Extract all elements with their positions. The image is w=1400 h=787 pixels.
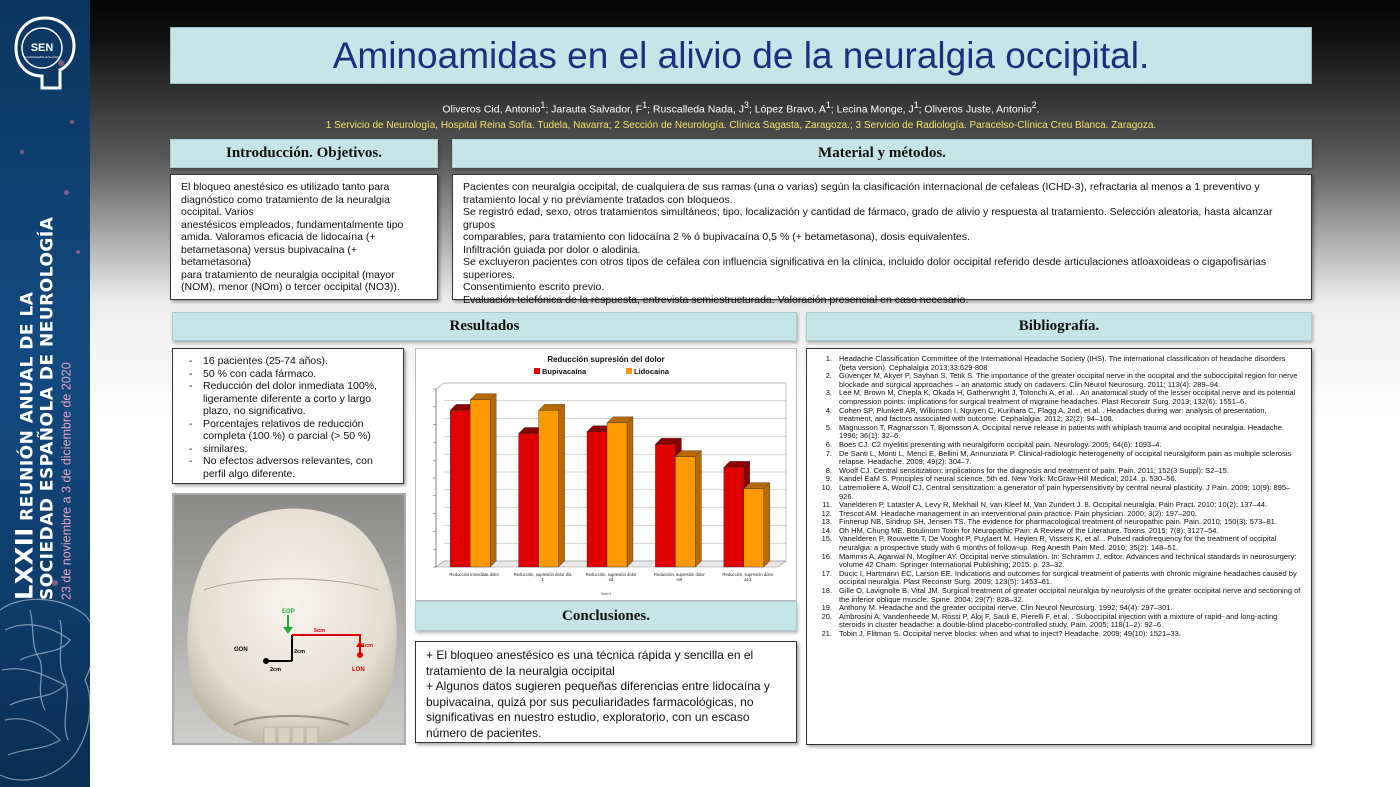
text-line: anestésicos empleados, fundamentalmente tipo: [181, 218, 404, 231]
text-line: comparables, para tratamiento con lidocaína 2 % ó bupivacaína 0,5 % (+ betametasona), dosis equivalentes.: [463, 231, 970, 243]
skull-photo: [172, 493, 406, 745]
intro-heading: Introducción. Objetivos.: [170, 139, 438, 168]
text-line: Se registró edad, sexo, otros tratamientos simultáneos; tipo, localización y cantidad de fármaco, grado de alivio y respuesta al tratamiento. Selección aleatoria, hasta alcanzar grupos: [463, 206, 1273, 231]
label-5cm: 5cm: [314, 628, 326, 634]
x-axis-label: Serie1: [600, 592, 612, 596]
bar-lidocaína: [744, 489, 764, 567]
text-line: para tratamiento de neuralgia occipital (mayor: [181, 268, 395, 281]
bar-bupivacaína: [655, 444, 675, 567]
methods-heading: Material y métodos.: [452, 139, 1312, 168]
category-label: a12: [744, 577, 752, 582]
congress-line-2: SOCIEDAD ESPAÑOLA DE NEUROLOGÍA: [37, 216, 58, 600]
text-line: superiores.: [463, 268, 515, 281]
text-line: Se excluyeron pacientes con otros tipos de cefalea con influencia significativa en la clínica, incluido dolor occipital referido desde articulaciones atloaxoideas o cigapofisarias: [463, 256, 1267, 268]
reference-item: 6. Boes CJ. C2 myelitis presenting with neuralgiform occipital pain. Neurology. 2005; 64(6): 1093–4.: [825, 439, 1162, 449]
brain-outline-icon: [0, 590, 90, 787]
intro-text: [170, 174, 438, 300]
chart-svg: [416, 349, 798, 602]
result-item: - Reducción del dolor inmediata 100%, ligeramente diferente a corto y largo plazo, no significativo.: [181, 380, 395, 418]
reference-item: 17. Ducic I, Hartmann EC, Larson EE. Indications and outcomes for surgical treatment of patients with chronic migraine headaches caused by occipital neuralgia. Plast Reconstr Surg. 2009; 123(5): 1453–61.: [821, 568, 1297, 587]
text-line: occipital. Varios: [181, 206, 254, 218]
chart-title: Reducción supresión del dolor: [547, 355, 665, 364]
legend-swatch: [534, 368, 540, 374]
result-item: - 16 pacientes (25-74 años).: [181, 355, 395, 368]
bibliography-heading: Bibliografía.: [806, 312, 1312, 341]
bar-bupivacaína: [724, 467, 744, 567]
logo-subtext: Sociedad Española de Neurología: [23, 56, 61, 59]
label-eop: EOP: [282, 609, 295, 615]
logo-text: SEN: [30, 42, 54, 54]
reference-item: 5. Magnusson T, Ragnarsson T, Bjornsson A. Occipital nerve release in patients with whiplash trauma and occipital neuralgia. Headache. 1996; 36(1): 32–6.: [825, 422, 1284, 441]
reference-item: 1. Headache Classification Committee of the International Headache Society (IHS). The international classification of headache disorders (beta version). Cephalalgia 2013;33:629-808: [825, 354, 1286, 372]
result-item: - 50 % con cada fármaco.: [181, 368, 395, 381]
label-2cm-vertical: 2cm: [294, 649, 306, 655]
legend-label: Lidocaína: [634, 367, 670, 376]
label-lon: LON: [352, 667, 365, 673]
reference-item: 7. De Santi L, Monti L, Menci E, Bellini M, Annunziata P. Clinical-radiologic heterogeneity of occipital neuralgiform pain as multiple sclerosis relapse. Headache. 2009; 49(2): 304–7.: [825, 448, 1292, 467]
category-label: sd: [608, 577, 614, 582]
methods-text: [452, 174, 1312, 306]
bar-bupivacaína: [519, 434, 539, 568]
text-line: tratamiento local y no previamente tratados con bloqueos.: [463, 193, 733, 206]
results-heading: Resultados: [172, 312, 797, 341]
category-label: Reducción, supresión dolor: [722, 572, 774, 577]
congress-number: LXXII: [10, 527, 39, 600]
result-item: - Porcentajes relativos de reducción completa (100 %) o parcial (> 50 %): [181, 418, 395, 443]
category-label: 1: [541, 577, 544, 582]
text-line: Infiltración guiada por dolor o alodinia.: [463, 243, 641, 256]
reference-item: 18. Gille O, Lavignolle B, Vital JM. Surgical treatment of greater occipital neuralgia by neurolysis of the greater occipital nerve and sectioning of the inferior oblique muscle. Spine. 2004; 29(7): 828–32.: [821, 586, 1301, 604]
conclusions-heading: Conclusiones.: [415, 601, 797, 631]
bar-bupivacaína: [587, 432, 607, 567]
reference-item: 19. Anthony M. Headache and the greater occipital nerve. Clin Neurol Neurosurg. 1992; 94(4): 297–301.: [821, 603, 1173, 613]
bar-lidocaína: [470, 400, 490, 567]
reference-item: 9. Kandel EaM S. Principles of neural science. 5th ed. New York: McGraw-Hill Medical; 2014. p. 530–56.: [825, 474, 1177, 484]
label-gon: GON: [234, 647, 248, 653]
legend-swatch: [626, 368, 632, 374]
reference-item: 2. Güvençer M, Akyer P, Sayhan S, Tetik S. The importance of the greater occipital nerve in the occipital and the suboccipital region for nerve blockade and surgical approaches – an anatomic study on cadavers. Clin Neurol Neurosurg. 2011; 113(4): 289–94.: [825, 371, 1298, 389]
category-label: Reducción, supresión dolor: [654, 572, 705, 577]
reference-item: 20. Ambrosini A, Vandenheede M, Rossi P, Aloj F, Sauli E, Pierelli F, et al. . Suboccipital injection with a mixture of rapid- and long-acting steroids in cluster headache: a double-blind placebo-controlled study. Pain. 2005; 118(1–2): 92–6.: [821, 611, 1278, 630]
congress-dates: 23 de noviembre a 3 de diciembre de 2020: [59, 362, 74, 600]
bar-side: [490, 394, 496, 567]
text-line: + El bloqueo anestésico es una técnica rápida y sencilla en el tratamiento de la neuralgia occipital: [426, 648, 754, 678]
text-line: Evaluación telefónica de la respuesta, entrevista semiestructurada. Valoración presencial en caso necesario.: [463, 293, 969, 306]
bar-side: [695, 451, 701, 567]
bar-lidocaína: [675, 457, 695, 567]
text-line: Pacientes con neuralgia occipital, de cualquiera de sus ramas (una o varias) según la clasificación internacional de cefaleas (ICHD-3), refractaria al menos a 1 preventivo y: [463, 181, 1260, 193]
author-list: Oliveros Cid, Antonio$^1$; Jarauta Salvador, $F^1$; Ruscalleda Nada, $J^3$; López Bravo, $A^1$; Lecina Monge, $J^1$; Oliveros Juste, Antonio$^2$.: [442, 100, 1040, 116]
label-1cm: 1cm: [362, 643, 374, 649]
category-label: m6: [676, 577, 683, 582]
text-line: Consentimiento escrito previo.: [463, 281, 605, 293]
congress-sidebar: [0, 0, 90, 787]
text-line: diagnóstico como tratamiento de la neuralgia: [181, 193, 390, 206]
reference-item: 4. Cohen SP, Plunkett AR, Wilkinson I, Nguyen C, Kurihara C, Flagg A, 2nd, et al. . Headaches during war: analysis of presentation, treatment, and factors associated with outcome. Cephalalgia. 2012; 32(2): 94–108.: [825, 405, 1267, 424]
reference-item: 16. Mammis A, Agarwal N, Mogilner AY. Occipital nerve stimulation. In: Schramm J, editor. Advances and technical standards in neurosurgery: volume 42 Cham: Springer International Publishing; 2015. p. 23–32.: [821, 551, 1297, 570]
bar-lidocaína: [539, 410, 559, 567]
bibliography-list: [806, 348, 1312, 745]
bar-chart: [415, 348, 797, 601]
conclusions-text: [415, 641, 797, 743]
results-list: [172, 348, 404, 484]
reference-item: 8. Woolf CJ. Central sensitization: implications for the diagnosis and treatment of pain. Pain. 2011; 152(3 Suppl): S2–15.: [825, 465, 1229, 475]
bar-bupivacaína: [450, 410, 470, 567]
reference-item: 12. Trescot AM. Headache management in an interventional pain practice. Pain physician. 2000; 3(2): 197–200.: [821, 508, 1197, 518]
reference-item: 3. Lee M, Brown M, Chepla K, Okada H, Gatherwright J, Totonchi A, et al. . An anatomical study of the lesser occipital nerve and its potential compression points: implications for surgical treatment of migraine headaches. Plast Reconstr Surg. 2013; 132(6): 1551–6.: [825, 388, 1296, 406]
reference-item: 21. Tobin J, Flitman S. Occipital nerve blocks: when and what to inject? Headache. 2009; 49(10): 1521–33.: [821, 629, 1181, 638]
skull-illustration: [174, 495, 406, 745]
reference-item: 11. Vanelderen P, Lataster A, Levy R, Mekhail N, van Kleef M, Van Zundert J. 8. Occipital neuralgia. Pain Pract. 2010; 10(2): 137–44.: [822, 500, 1268, 510]
poster-title: Aminoamidas en el alivio de la neuralgia occipital.: [332, 34, 1150, 76]
category-label: Reducción, supresión dolor: [585, 572, 637, 577]
affiliations: 1 Servicio de Neurología, Hospital Reina Sofía. Tudela, Navarra; 2 Sección de Neurología. Clínica Sagasta, Zaragoza.; 3 Servicio de Radiología. Paracelso-Clínica Creu Blanca. Zaragoza.: [325, 120, 1157, 131]
text-line: + Algunos datos sugieren pequeñas diferencias entre lidocaína y bupivacaína, quizá por sus peculiaridades farmacológicas, no significativas en nuestro estudio, exploratorio, con un escaso número de pacientes.: [426, 679, 770, 740]
text-line: amida. Valoramos eficacia de lidocaína (+: [181, 231, 376, 243]
congress-line-1: REUNIÓN ANUAL DE LA: [17, 291, 38, 521]
label-2cm-horizontal: 2cm: [270, 667, 282, 673]
legend-label: Bupivacaína: [542, 367, 587, 376]
text-line: (NOM), menor (NOm) o tercer occipital (NO3)).: [181, 281, 400, 293]
bar-side: [559, 404, 565, 567]
reference-item: 10. Latremoliere A, Woolf CJ. Central sensitization: a generator of pain hypersensitivity by central neural plasticity. J Pain. 2009; 10(9): 895–926.: [821, 482, 1291, 501]
reference-item: 14. Oh HM, Chung ME. Botulinum Toxin for Neuropathic Pain: A Review of the Literature. Toxins. 2015; 7(8): 3127–54.: [821, 525, 1219, 535]
category-label: Reducción inmediata dolor: [449, 572, 499, 577]
poster-title-box: [170, 27, 1312, 84]
category-label: Reducción, supresión dolor día: [513, 572, 572, 577]
result-item: - No efectos adversos relevantes, con perfil algo diferente.: [181, 455, 395, 480]
reference-item: 15. Vanelderen P, Rouwette T, De Vooght P, Puylaert M, Heylen R, Vissers K, et al. . Pulsed radiofrequency for the treatment of occipital neuralgia: a prospective study with 6 months of follow-up. Reg Anesth Pain Med. 2010; 35(2): 148–51.: [821, 534, 1277, 553]
text-line: El bloqueo anestésico es utilizado tanto para: [181, 181, 390, 193]
result-item: - similares.: [181, 443, 395, 456]
bar-lidocaína: [607, 423, 627, 567]
text-line: betametasona) versus bupivacaína (+ betametasona): [181, 243, 357, 268]
reference-item: 13. Finnerup NB, Sindrup SH, Jensen TS. The evidence for pharmacological treatment of neuropathic pain. Pain. 2010; 150(3): 573–81.: [821, 517, 1277, 527]
bar-side: [627, 417, 633, 567]
bar-side: [764, 483, 770, 567]
